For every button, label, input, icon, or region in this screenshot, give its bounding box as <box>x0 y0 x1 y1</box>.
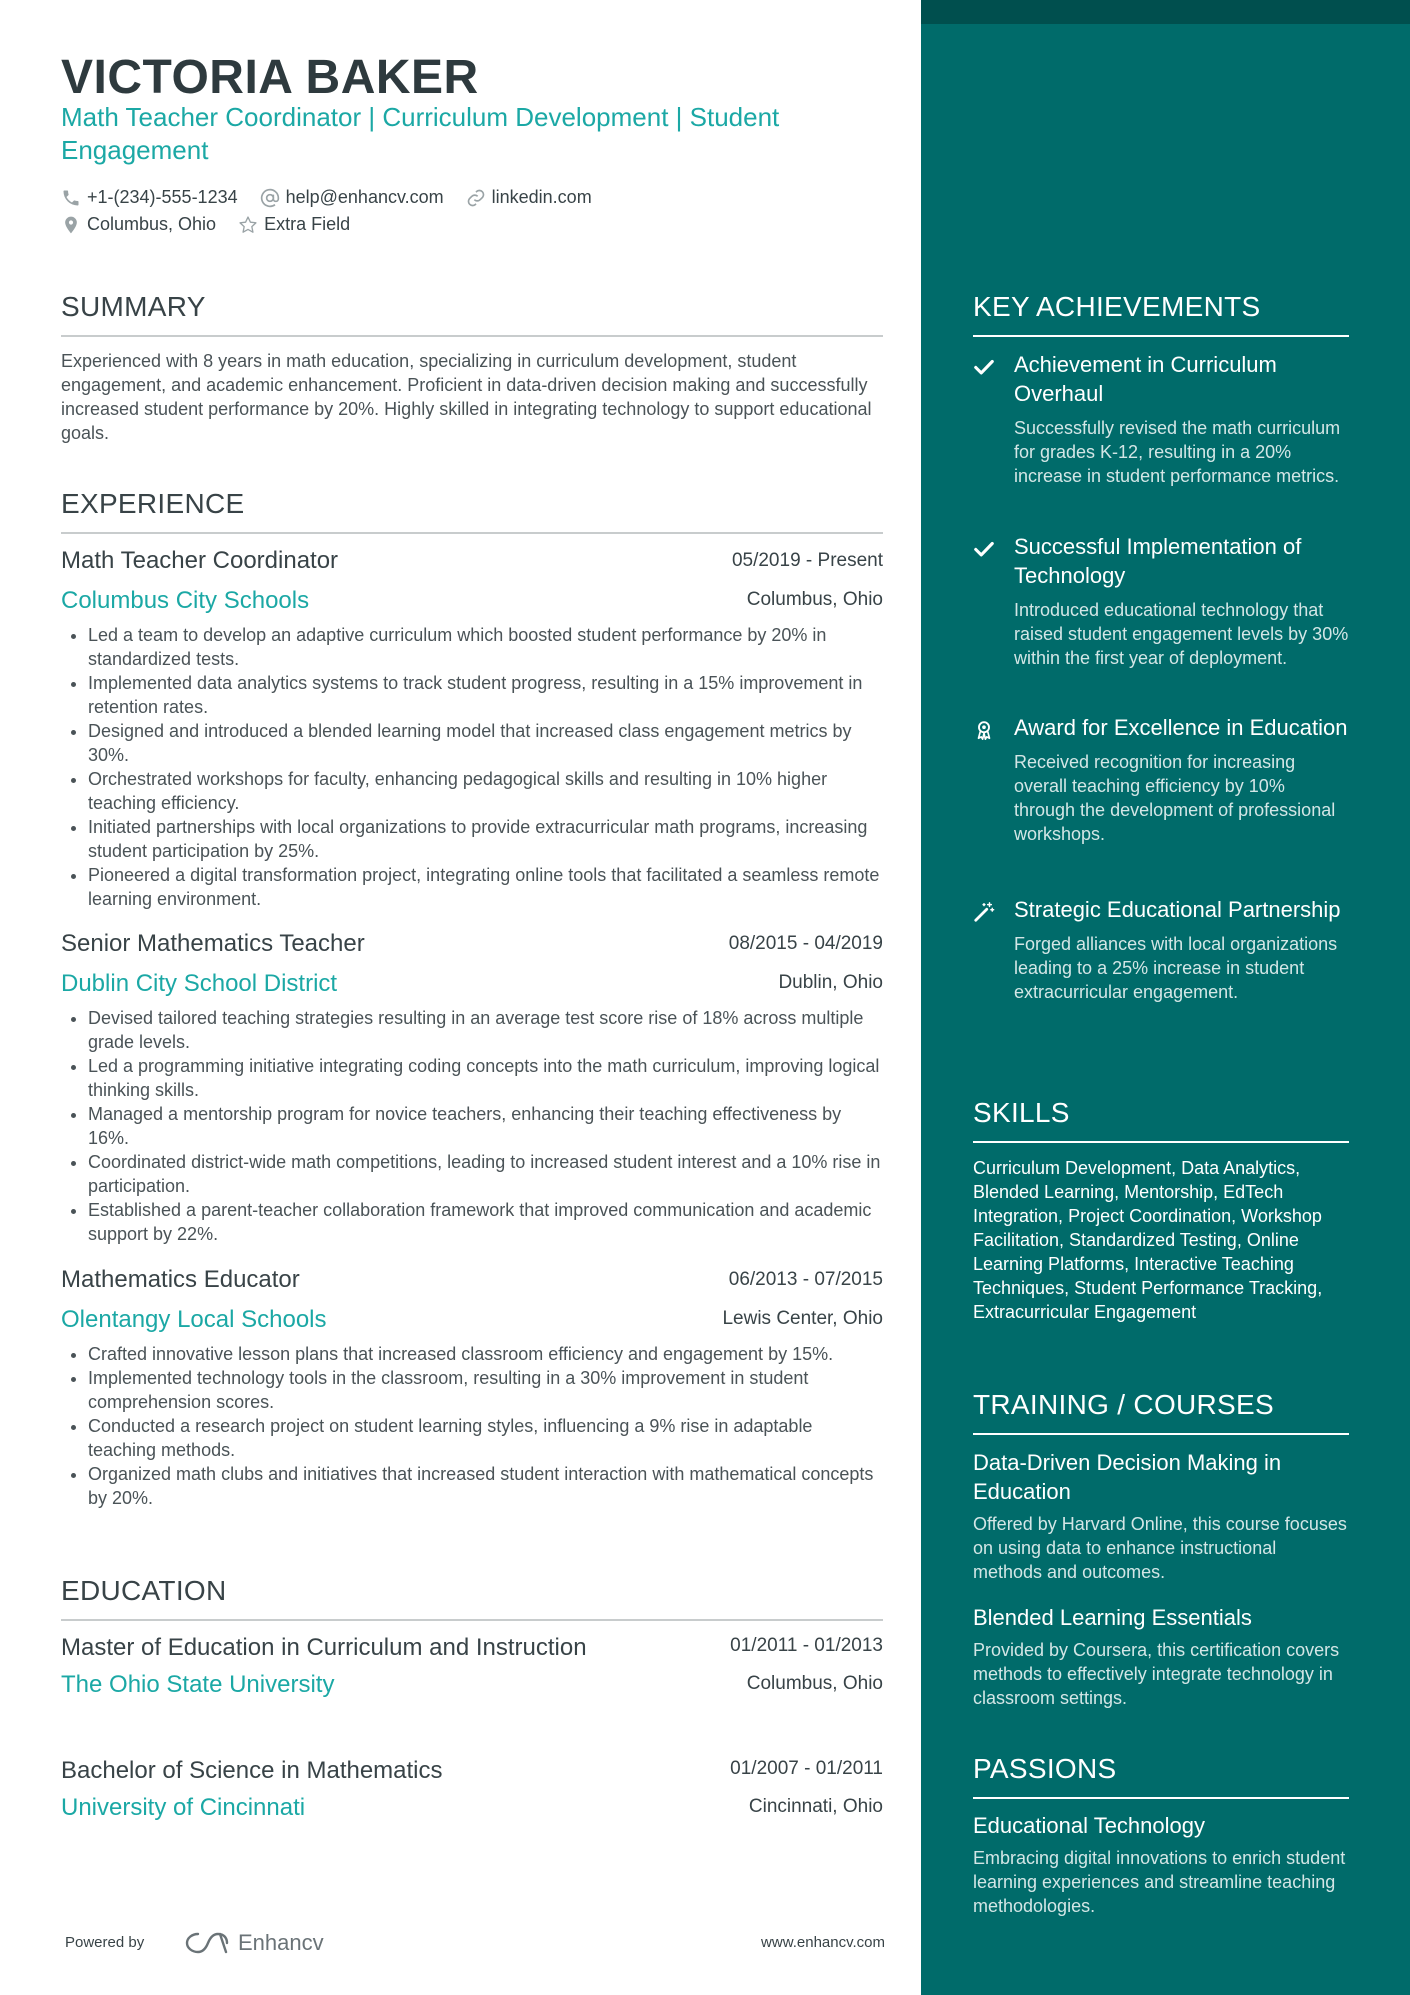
extra-field-text: Extra Field <box>264 214 351 234</box>
enhancv-brand-text: Enhancv <box>238 1930 324 1955</box>
job-date: 05/2019 - Present <box>731 550 883 571</box>
achievement-description: Received recognition for increasing overall teaching efficiency by 10% through the development of professional workshops. <box>1014 752 1336 844</box>
education-entry <box>61 1633 883 1705</box>
job-location: Columbus, Ohio <box>746 589 883 610</box>
job-location: Dublin, Ohio <box>778 972 883 993</box>
star-icon <box>238 215 258 235</box>
passions-heading: PASSIONS <box>973 1753 1349 1799</box>
bullet-item: • Managed a mentorship program for novice teachers, enhancing their teaching effectiveness by 16%. <box>88 1102 883 1150</box>
training-heading: TRAINING / COURSES <box>973 1389 1349 1435</box>
job-bullets <box>61 1342 883 1510</box>
achievement-title: Achievement in Curriculum Overhaul <box>1014 352 1277 406</box>
passion-item <box>973 1811 1349 1918</box>
job-date: 06/2013 - 07/2015 <box>728 1269 883 1290</box>
achievement-item <box>973 713 1349 846</box>
contact-linkedin[interactable] <box>466 187 592 208</box>
job-organization: Olentangy Local Schools <box>61 1306 327 1333</box>
degree-title: Master of Education in Curriculum and Instruction <box>61 1634 587 1661</box>
course-title: Blended Learning Essentials <box>973 1605 1252 1630</box>
contact-extra <box>238 214 350 235</box>
bullet-item: • Organized math clubs and initiatives that increased student interaction with mathematical concepts by 20%. <box>88 1462 883 1510</box>
contact-info <box>61 184 881 238</box>
course-title: Data-Driven Decision Making in Education <box>973 1450 1282 1504</box>
candidate-name: VICTORIA BAKER <box>61 51 479 104</box>
powered-by-label: Powered by <box>65 1934 145 1951</box>
link-icon <box>466 188 486 208</box>
job-entry <box>61 547 883 911</box>
job-title: Senior Mathematics Teacher <box>61 930 365 957</box>
job-title: Math Teacher Coordinator <box>61 547 339 574</box>
bullet-item: • Implemented data analytics systems to track student progress, resulting in a 15% improvement in retention rates. <box>88 671 883 719</box>
job-entry <box>61 1266 883 1510</box>
bullet-item: • Crafted innovative lesson plans that increased classroom efficiency and engagement by 15%. <box>88 1342 883 1366</box>
skills-heading: SKILLS <box>973 1097 1349 1143</box>
checkmark-icon <box>973 538 995 560</box>
course-description: Provided by Coursera, this certification covers methods to effectively integrate technology in classroom settings. <box>973 1640 1340 1708</box>
checkmark-icon <box>973 356 995 378</box>
achievement-title: Strategic Educational Partnership <box>1014 897 1341 922</box>
location-pin-icon <box>61 215 81 235</box>
contact-email[interactable] <box>260 187 444 208</box>
enhancv-logo-icon <box>184 1930 230 1956</box>
job-title: Mathematics Educator <box>61 1266 300 1293</box>
job-location: Lewis Center, Ohio <box>722 1308 883 1329</box>
education-heading: EDUCATION <box>61 1575 883 1621</box>
award-icon <box>973 719 995 741</box>
headline: Math Teacher Coordinator | Curriculum Development | Student Engagement <box>61 102 780 165</box>
job-organization: Dublin City School District <box>61 970 338 997</box>
bullet-item: • Devised tailored teaching strategies resulting in an average test score rise of 18% across multiple grade levels. <box>88 1006 883 1054</box>
course-item <box>973 1448 1349 1584</box>
bullet-item: • Coordinated district-wide math competitions, leading to increased student interest and a 10% rise in participation. <box>88 1150 883 1198</box>
summary-text: Experienced with 8 years in math education, specializing in curriculum development, student engagement, and academic enhancement. Proficient in data-driven decision making and successfully increased student performance by 20%. Highly skilled in integrating technology to support educational goals. <box>61 351 872 443</box>
school-location: Cincinnati, Ohio <box>748 1796 883 1817</box>
passion-description: Embracing digital innovations to enrich student learning experiences and streamline teaching methodologies. <box>973 1848 1346 1916</box>
location-text: Columbus, Ohio <box>87 214 217 234</box>
skills-list: Curriculum Development, Data Analytics, Blended Learning, Mentorship, EdTech Integration, Project Coordination, Workshop Facilitation, Standardized Testing, Online Learning Platforms, Interactive Teaching Techniques, Student Performance Tracking, Extracurricular Engagement <box>973 1158 1323 1322</box>
achievement-item <box>973 532 1349 670</box>
sidebar-top-bar <box>921 0 1410 24</box>
at-icon <box>260 188 280 208</box>
enhancv-logo[interactable] <box>184 1930 324 1956</box>
website-link[interactable]: www.enhancv.com <box>761 1934 885 1951</box>
bullet-item: • Pioneered a digital transformation project, integrating online tools that facilitated a seamless remote learning environment. <box>88 863 883 911</box>
summary-heading: SUMMARY <box>61 291 883 337</box>
phone-text: +1-(234)-555-1234 <box>87 187 238 207</box>
school-name: The Ohio State University <box>61 1671 335 1698</box>
footer <box>65 1930 885 1960</box>
bullet-item: • Orchestrated workshops for faculty, enhancing pedagogical skills and resulting in 10% higher teaching efficiency. <box>88 767 883 815</box>
magic-wand-icon <box>973 901 995 923</box>
achievement-description: Successfully revised the math curriculum for grades K-12, resulting in a 20% increase in student performance metrics. <box>1014 418 1341 486</box>
achievement-description: Introduced educational technology that raised student engagement levels by 30% within the first year of deployment. <box>1014 600 1349 668</box>
education-date: 01/2007 - 01/2011 <box>730 1758 883 1779</box>
degree-title: Bachelor of Science in Mathematics <box>61 1757 443 1784</box>
job-entry <box>61 930 883 1246</box>
experience-heading: EXPERIENCE <box>61 488 883 534</box>
achievement-description: Forged alliances with local organizations leading to a 25% increase in student extracurricular engagement. <box>1014 934 1338 1002</box>
education-date: 01/2011 - 01/2013 <box>730 1635 883 1656</box>
email-text: help@enhancv.com <box>285 187 444 207</box>
bullet-item: • Led a team to develop an adaptive curriculum which boosted student performance by 20% in standardized tests. <box>88 623 883 671</box>
school-name: University of Cincinnati <box>61 1794 306 1821</box>
bullet-item: • Initiated partnerships with local organizations to provide extracurricular math programs, increasing student participation by 25%. <box>88 815 883 863</box>
achievement-title: Successful Implementation of Technology <box>1014 534 1302 588</box>
achievements-heading: KEY ACHIEVEMENTS <box>973 291 1349 337</box>
job-bullets <box>61 623 883 911</box>
passion-title: Educational Technology <box>973 1813 1205 1838</box>
school-location: Columbus, Ohio <box>746 1673 883 1694</box>
contact-phone[interactable] <box>61 187 238 208</box>
bullet-item: • Designed and introduced a blended learning model that increased class engagement metrics by 30%. <box>88 719 883 767</box>
job-organization: Columbus City Schools <box>61 587 310 614</box>
achievement-title: Award for Excellence in Education <box>1014 715 1348 740</box>
course-description: Offered by Harvard Online, this course focuses on using data to enhance instructional methods and outcomes. <box>973 1514 1347 1582</box>
linkedin-text: linkedin.com <box>491 187 592 207</box>
achievement-item <box>973 350 1349 488</box>
contact-location <box>61 214 216 235</box>
bullet-item: • Implemented technology tools in the classroom, resulting in a 30% improvement in student comprehension scores. <box>88 1366 883 1414</box>
phone-icon <box>61 188 81 208</box>
bullet-item: • Established a parent-teacher collaboration framework that improved communication and academic support by 22%. <box>88 1198 883 1246</box>
bullet-item: • Conducted a research project on student learning styles, influencing a 9% rise in adaptable teaching methods. <box>88 1414 883 1462</box>
achievement-item <box>973 895 1349 1004</box>
course-item <box>973 1603 1349 1710</box>
job-bullets <box>61 1006 883 1246</box>
job-date: 08/2015 - 04/2019 <box>728 933 883 954</box>
bullet-item: • Led a programming initiative integrating coding concepts into the math curriculum, improving logical thinking skills. <box>88 1054 883 1102</box>
education-entry <box>61 1756 883 1828</box>
